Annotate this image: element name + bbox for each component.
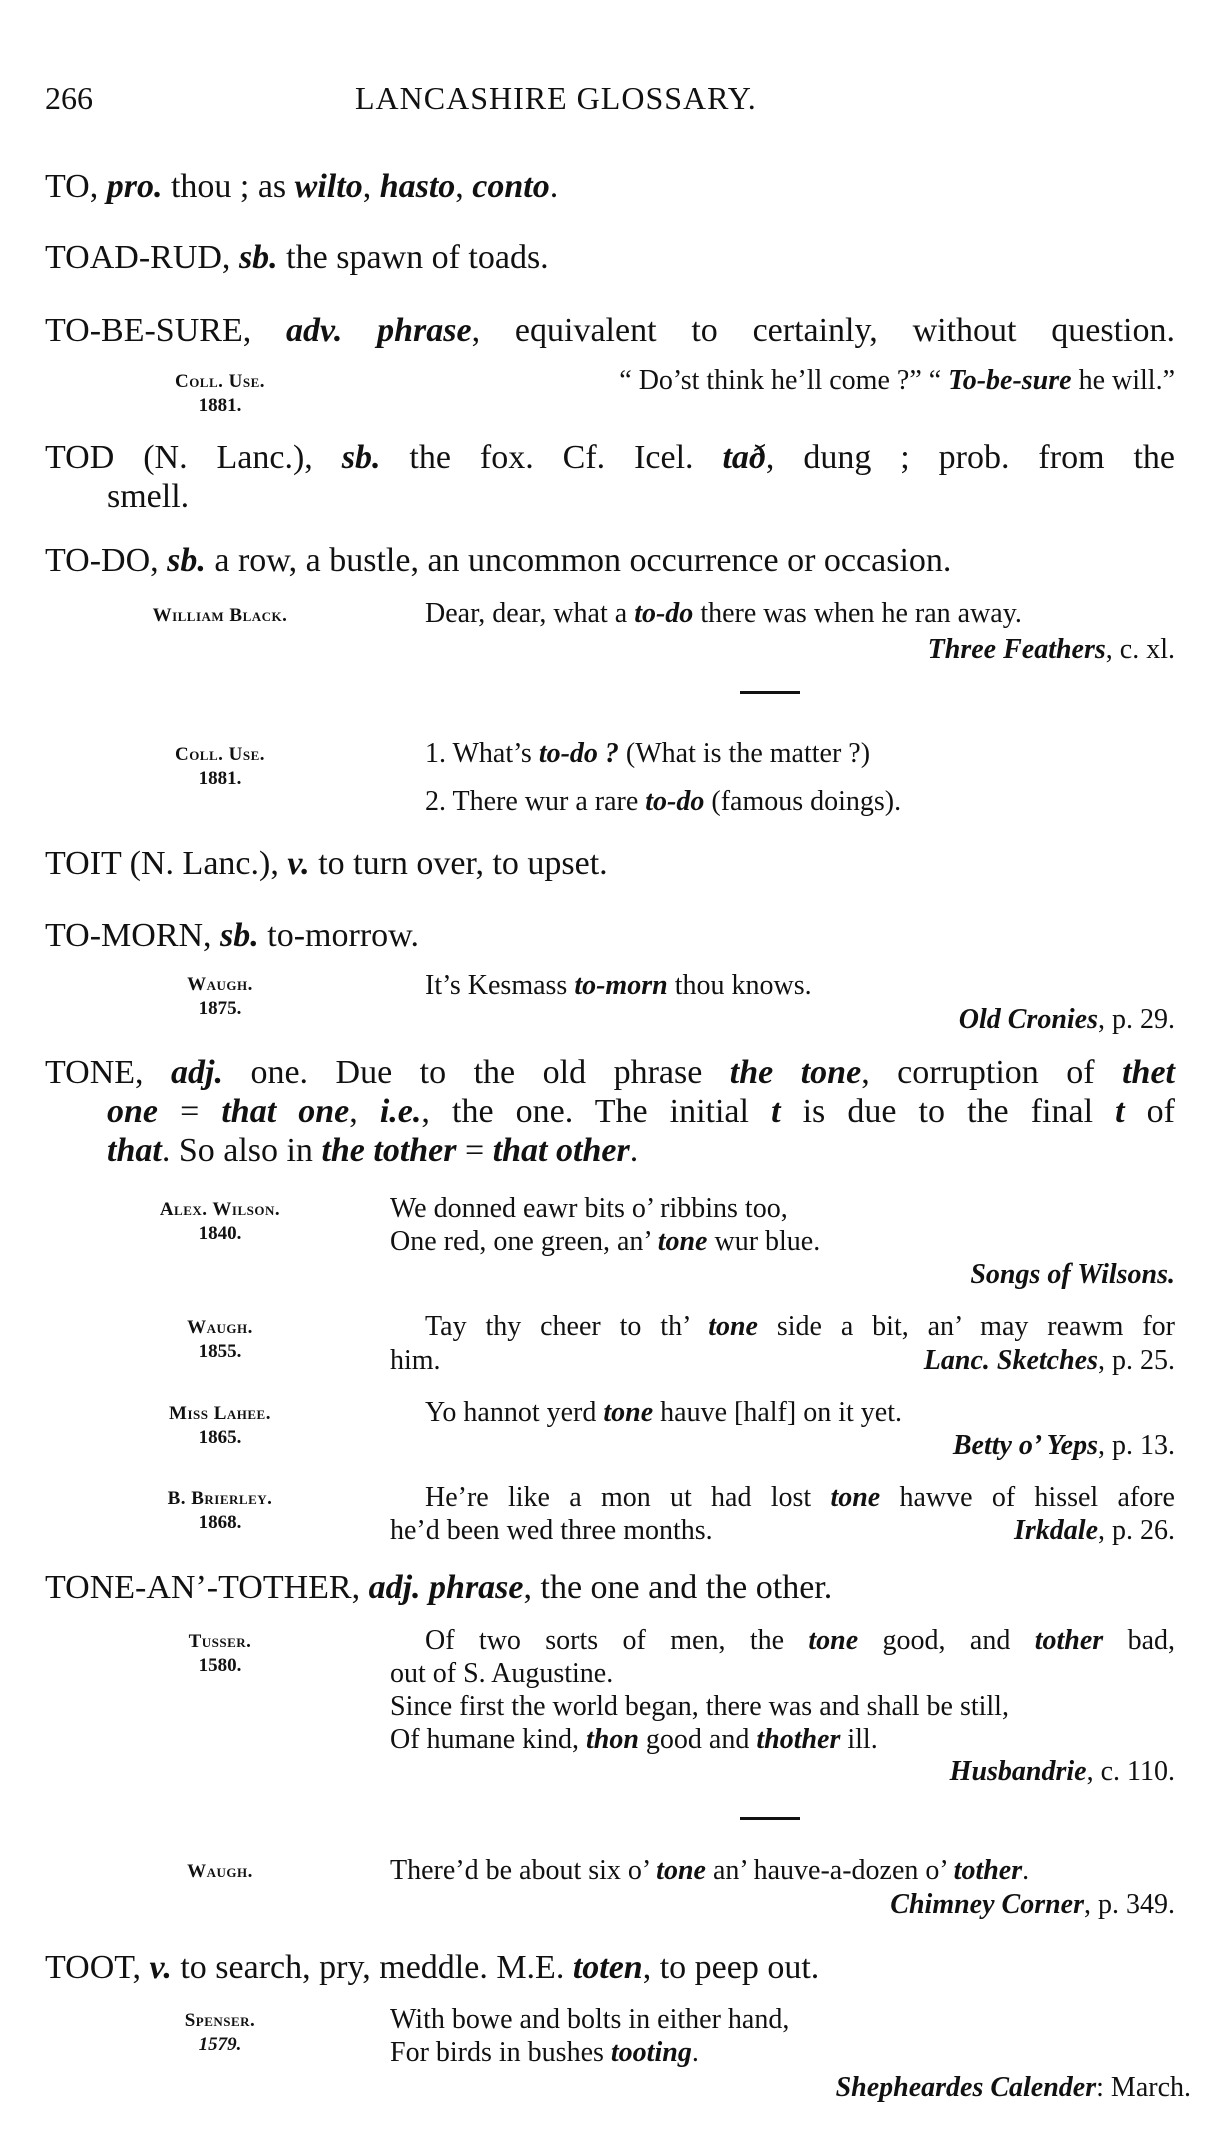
text: of [1124,1093,1175,1130]
text: “ Do’st think he’ll come ?” “ [619,365,949,396]
entry-tod-cont [107,480,189,514]
italic-text: wilto [294,168,363,205]
text: out of S. Augustine. [390,1658,614,1689]
text: to search, pry, meddle. M.E. [171,1949,573,1986]
citation-year: 1855. [198,1341,242,1362]
entry-toit [45,847,608,881]
text: , p. 25. [1098,1345,1175,1376]
citation-year: 1580. [198,1655,242,1676]
citation-quote [425,1399,902,1427]
italic-text: tað [722,439,766,476]
italic-text: Old Cronies [958,1004,1098,1035]
divider-rule [740,1817,800,1820]
text: 1. What’s [425,738,539,769]
text: bad, [1103,1625,1175,1656]
citation-source [928,636,1175,664]
italic-text: to-do ? [538,738,619,769]
text: . So also in [161,1132,322,1169]
citation-year: 1881. [198,768,242,789]
italic-text: adj. phrase [368,1569,524,1606]
text: , [455,168,473,205]
citation-author: Spenser. [184,2010,256,2031]
entry-tone [45,1056,1175,1090]
citation-quote [425,788,901,816]
text: TONE-AN’-TOTHER, [45,1569,369,1606]
text: one. Due to the old phrase [222,1054,730,1091]
italic-text: sb. [167,542,206,579]
text: , p. 29. [1098,1004,1175,1035]
citation-year: 1875. [198,998,242,1019]
text: Of humane kind, [390,1724,586,1755]
citation-quote [390,1660,613,1688]
citation-author: Coll. Use. [174,744,266,765]
italic-text: i.e. [379,1093,422,1130]
text: = [456,1132,493,1169]
text: TO-BE-SURE, [45,312,287,349]
text: is due to the final [780,1093,1116,1130]
italic-text: tone [657,1226,708,1257]
text: , to peep out. [642,1949,820,1986]
text: TO-DO, [45,542,168,579]
text: , p. 26. [1098,1515,1175,1546]
divider-rule [740,691,800,694]
citation-source [890,1891,1175,1919]
text: the spawn of toads. [277,239,549,276]
text: thou knows. [667,970,812,1001]
italic-text: thother [756,1724,841,1755]
text: smell. [107,478,190,515]
italic-text: tooting [610,2037,692,2068]
italic-text: pro. [106,168,163,205]
italic-text: Three Feathers [927,634,1106,665]
italic-text: t [771,1093,781,1130]
text: , c. xl. [1105,634,1175,665]
text: TO, [45,168,107,205]
text: , equivalent to certainly, without question. [471,312,1175,349]
citation-year: 1868. [198,1512,242,1533]
text: thou ; as [162,168,295,205]
italic-text: conto [472,168,550,205]
italic-text: one [107,1093,158,1130]
citation-source [953,1432,1175,1460]
text: wur blue. [707,1226,821,1257]
italic-text: that one [221,1093,350,1130]
italic-text: Chimney Corner [890,1889,1084,1920]
citation-quote [425,600,1022,628]
italic-text: tone [708,1311,758,1342]
text: There’d be about six o’ [390,1855,657,1886]
text: TONE, [45,1054,172,1091]
italic-text: sb. [220,917,259,954]
italic-text: the tother [321,1132,457,1169]
entry-tone-cont [107,1134,638,1168]
citation-quote [390,2039,699,2067]
entry-to-do [45,544,951,578]
entry-to-morn [45,919,419,953]
text: TOIT (N. Lanc.), [45,845,288,882]
text: Yo hannot yerd [425,1397,604,1428]
italic-text: to-do [645,786,705,817]
text: a row, a bustle, an uncommon occurrence or occasion. [205,542,952,579]
italic-text: tone [808,1625,859,1656]
italic-text: t [1115,1093,1125,1130]
text: It’s Kesmass [425,970,575,1001]
italic-text: tother [953,1855,1023,1886]
citation-source [924,1347,1175,1375]
citation-source [950,1758,1175,1786]
entry-to [45,170,558,204]
text: One red, one green, an’ [390,1226,658,1257]
italic-text: sb. [238,239,278,276]
italic-text: that [107,1132,162,1169]
text: , p. 349. [1084,1889,1175,1920]
text: good and [638,1724,757,1755]
citation-year: 1840. [198,1223,242,1244]
text: to-morrow. [258,917,419,954]
citation-source [970,1261,1175,1289]
text: hauve [half] on it yet. [653,1397,902,1428]
text: him. [390,1345,441,1376]
text: Dear, dear, what a [425,598,635,629]
text: , p. 13. [1098,1430,1175,1461]
citation-quote [390,1726,878,1754]
italic-text: adj. [171,1054,223,1091]
text: = [158,1093,222,1130]
text: (What is the matter ?) [618,738,871,769]
citation-author: B. Brierley. [167,1488,273,1509]
citation-source [836,2074,1191,2102]
text: . [1022,1855,1030,1886]
text: he will.” [1071,365,1175,396]
text: TO-MORN, [45,917,221,954]
entry-tod [45,441,1175,475]
text: 2. There wur a rare [425,786,646,817]
italic-text: thet [1122,1054,1176,1091]
text: He’re like a mon ut had lost [425,1482,831,1513]
italic-text: To-be-sure [948,365,1072,396]
text: good, and [858,1625,1035,1656]
citation-author: Waugh. [187,974,253,995]
citation-author: Waugh. [187,1861,253,1882]
page-number: 266 [45,80,93,116]
entry-tone-cont [107,1095,1175,1129]
text: Tay thy cheer to th’ [425,1311,709,1342]
text: With bowe and bolts in either hand, [390,2004,790,2035]
italic-text: to-morn [574,970,668,1001]
entry-toad-rud [45,241,549,275]
text: side a bit, an’ may reawm for [757,1311,1175,1342]
entry-toot [45,1951,819,1985]
italic-text: that other [492,1132,630,1169]
citation-quote [390,1693,1009,1721]
italic-text: tother [1034,1625,1104,1656]
italic-text: v. [287,845,310,882]
text: ill. [840,1724,878,1755]
italic-text: Irkdale [1014,1515,1098,1546]
text: the fox. Cf. Icel. [380,439,723,476]
text: . [629,1132,639,1169]
citation-quote [425,740,870,768]
citation-author: Tusser. [188,1631,252,1652]
text: he’d been wed three months. [390,1515,713,1546]
text: Since first the world began, there was and shall be still, [390,1691,1009,1722]
citation-author: Coll. Use. [174,371,266,392]
citation-year: 1881. [198,395,242,416]
italic-text: thon [585,1724,639,1755]
italic-text: hasto [379,168,456,205]
citation-quote [425,972,812,1000]
text: , [349,1093,380,1130]
running-title: LANCASHIRE GLOSSARY. [355,80,757,116]
text: , [362,168,380,205]
text: , the one. The initial [421,1093,772,1130]
citation-quote [390,2006,789,2034]
citation-author: Waugh. [187,1317,253,1338]
italic-text: Lanc. Sketches [923,1345,1098,1376]
italic-text: toten [572,1949,643,1986]
text: We donned eawr bits o’ ribbins too, [390,1193,788,1224]
citation-year: 1579. [198,2034,242,2055]
text: there was when he ran away. [693,598,1022,629]
italic-text: tone [656,1855,706,1886]
italic-text: Songs of Wilsons. [970,1259,1175,1290]
italic-text: sb. [341,439,381,476]
text: an’ hauve-a-dozen o’ [705,1855,954,1886]
citation-author: Miss Lahee. [169,1403,271,1424]
text: Of two sorts of men, the [425,1625,809,1656]
citation-quote [425,1484,1175,1512]
text: . [549,168,559,205]
citation-quote [390,1195,788,1223]
citation-quote [425,1627,1175,1655]
text: For birds in bushes [390,2037,611,2068]
italic-text: tone [603,1397,654,1428]
entry-to-be-sure [45,314,1175,348]
citation-source [1014,1517,1175,1545]
text: (famous doings). [704,786,902,817]
citation-quote [425,1313,1175,1341]
citation-source [959,1006,1175,1034]
text: TOAD-RUD, [45,239,239,276]
text: , c. 110. [1086,1756,1175,1787]
italic-text: Shepheardes Calender [835,2072,1097,2103]
text: . [691,2037,699,2068]
italic-text: to-do [634,598,694,629]
text: , dung ; prob. from the [765,439,1175,476]
text: TOOT, [45,1949,150,1986]
italic-text: adv. phrase [286,312,472,349]
italic-text: the tone [729,1054,862,1091]
citation-quote [390,1517,713,1545]
citation-quote [619,367,1175,395]
citation-quote [390,1857,1029,1885]
text: , the one and the other. [523,1569,833,1606]
italic-text: tone [830,1482,881,1513]
citation-author: Alex. Wilson. [159,1199,281,1220]
entry-tone-an-tother [45,1571,832,1605]
text: to turn over, to upset. [309,845,608,882]
text: : March. [1096,2072,1191,2103]
italic-text: Husbandrie [949,1756,1087,1787]
italic-text: Betty o’ Yeps [952,1430,1098,1461]
text: hawve of hissel afore [880,1482,1175,1513]
text: TOD (N. Lanc.), [45,439,342,476]
text: , corruption of [861,1054,1123,1091]
citation-year: 1865. [198,1427,242,1448]
italic-text: v. [149,1949,172,1986]
citation-author: William Black. [152,605,288,626]
citation-quote [390,1347,441,1375]
citation-quote [390,1228,820,1256]
